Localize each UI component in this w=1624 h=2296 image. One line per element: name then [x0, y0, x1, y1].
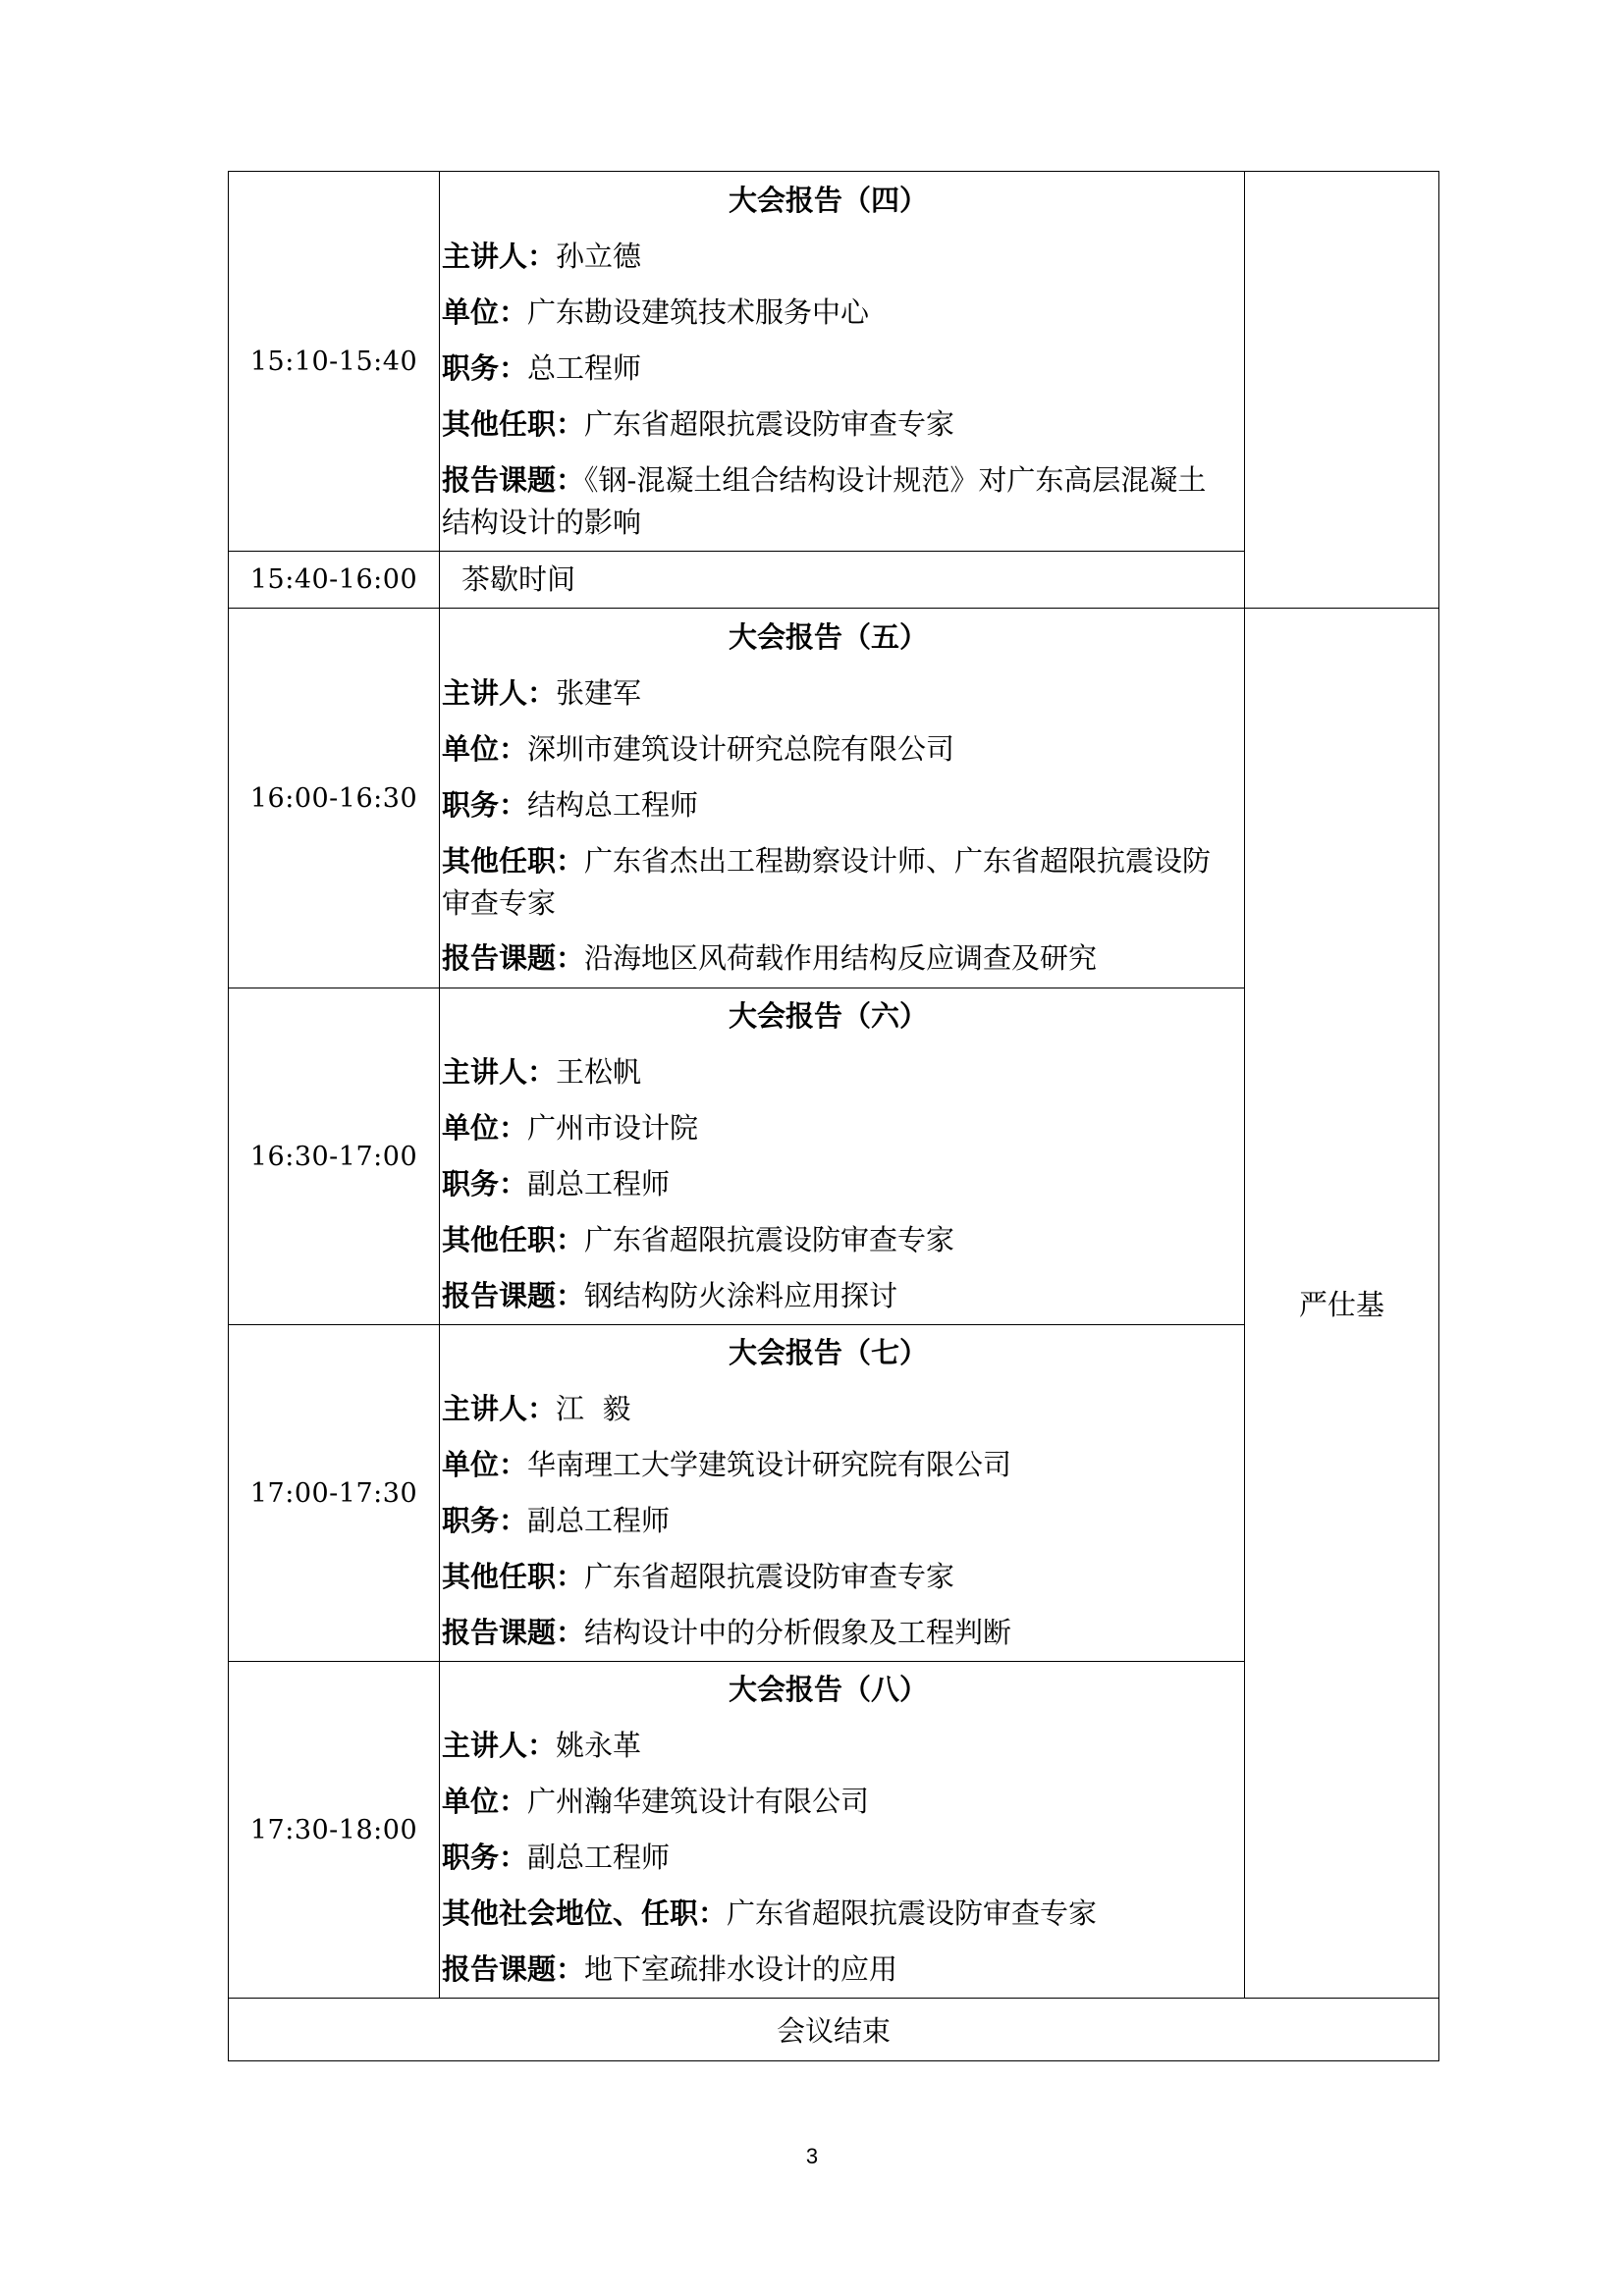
unit-line: 单位：广州市设计院 — [442, 1111, 699, 1145]
session-content — [440, 609, 1245, 988]
position-line: 职务：总工程师 — [442, 351, 642, 385]
speaker-name: 孙立德 — [556, 240, 642, 273]
other-value: 广东省超限抗震设防审查专家 — [584, 1560, 955, 1593]
other-value: 广东省杰出工程勘察设计师、广东省超限抗震设防审查专家 — [442, 844, 1212, 920]
table-row — [229, 172, 1439, 552]
position-line: 职务：副总工程师 — [442, 1504, 671, 1537]
speaker-line: 主讲人：张建军 — [442, 676, 642, 710]
other-line: 其他任职：广东省杰出工程勘察设计师、广东省超限抗震设防审查专家 — [442, 844, 1212, 920]
speaker-line: 主讲人：孙立德 — [442, 240, 642, 273]
break-time: 15:40-16:00 — [229, 552, 440, 609]
position-value: 总工程师 — [527, 351, 642, 385]
topic-value: 结构设计中的分析假象及工程判断 — [584, 1616, 1012, 1649]
schedule-table — [228, 171, 1439, 2061]
position-value: 副总工程师 — [527, 1504, 671, 1537]
session-time: 16:30-17:00 — [229, 988, 440, 1325]
speaker-name: 王松帆 — [556, 1055, 642, 1089]
session-content — [440, 1325, 1245, 1662]
unit-value: 华南理工大学建筑设计研究院有限公司 — [527, 1448, 1012, 1481]
position-line: 职务：结构总工程师 — [442, 788, 699, 822]
topic-line: 报告课题：地下室疏排水设计的应用 — [442, 1952, 898, 1986]
topic-line: 报告课题：钢结构防火涂料应用探讨 — [442, 1279, 898, 1312]
other-line: 其他任职：广东省超限抗震设防审查专家 — [442, 1560, 955, 1593]
topic-line: 报告课题：沿海地区风荷载作用结构反应调查及研究 — [442, 941, 1098, 975]
unit-line: 单位：深圳市建筑设计研究总院有限公司 — [442, 732, 955, 766]
speaker-name: 江 毅 — [556, 1392, 631, 1425]
session-time: 17:30-18:00 — [229, 1662, 440, 1999]
unit-value: 广东勘设建筑技术服务中心 — [527, 295, 870, 329]
unit-value: 广州瀚华建筑设计有限公司 — [527, 1785, 870, 1818]
page-number: 3 — [805, 2144, 819, 2168]
unit-line: 单位：广东勘设建筑技术服务中心 — [442, 295, 870, 329]
host-cell — [1245, 172, 1439, 609]
session-time: 15:10-15:40 — [229, 172, 440, 552]
speaker-name: 张建军 — [556, 676, 642, 710]
session-content — [440, 1662, 1245, 1999]
session-title: 大会报告（四） — [728, 184, 928, 217]
other-line: 其他任职：广东省超限抗震设防审查专家 — [442, 407, 955, 441]
host-cell: 严仕基 — [1245, 609, 1439, 1999]
table-row — [229, 609, 1439, 988]
topic-line: 报告课题：结构设计中的分析假象及工程判断 — [442, 1616, 1012, 1649]
position-value: 结构总工程师 — [527, 788, 699, 822]
speaker-line: 主讲人：王松帆 — [442, 1055, 642, 1089]
closing-row: 会议结束 — [229, 1999, 1439, 2061]
topic-value: 钢结构防火涂料应用探讨 — [584, 1279, 898, 1312]
topic-value: 地下室疏排水设计的应用 — [584, 1952, 898, 1986]
speaker-line: 主讲人：江 毅 — [442, 1392, 631, 1425]
other-line: 其他任职：广东省超限抗震设防审查专家 — [442, 1223, 955, 1256]
session-content — [440, 172, 1245, 552]
session-title: 大会报告（八） — [728, 1673, 928, 1706]
topic-value: 沿海地区风荷载作用结构反应调查及研究 — [584, 941, 1098, 975]
unit-line: 单位：华南理工大学建筑设计研究院有限公司 — [442, 1448, 1012, 1481]
speaker-name: 姚永革 — [556, 1729, 642, 1762]
other-value: 广东省超限抗震设防审查专家 — [727, 1896, 1098, 1930]
topic-line: 报告课题：《钢-混凝土组合结构设计规范》对广东高层混凝土结构设计的影响 — [442, 463, 1207, 539]
unit-value: 广州市设计院 — [527, 1111, 699, 1145]
session-time: 16:00-16:30 — [229, 609, 440, 988]
position-value: 副总工程师 — [527, 1841, 671, 1874]
session-title: 大会报告（五） — [728, 620, 928, 654]
session-title: 大会报告（六） — [728, 999, 928, 1033]
topic-value: 《钢-混凝土组合结构设计规范》对广东高层混凝土结构设计的影响 — [442, 463, 1207, 539]
unit-line: 单位：广州瀚华建筑设计有限公司 — [442, 1785, 870, 1818]
position-line: 职务：副总工程师 — [442, 1841, 671, 1874]
session-time: 17:00-17:30 — [229, 1325, 440, 1662]
session-content — [440, 988, 1245, 1325]
break-label: 茶歇时间 — [440, 552, 1245, 609]
unit-value: 深圳市建筑设计研究总院有限公司 — [527, 732, 955, 766]
other-line: 其他社会地位、任职：广东省超限抗震设防审查专家 — [442, 1896, 1098, 1930]
session-title: 大会报告（七） — [728, 1336, 928, 1369]
position-line: 职务：副总工程师 — [442, 1167, 671, 1201]
other-value: 广东省超限抗震设防审查专家 — [584, 407, 955, 441]
speaker-line: 主讲人：姚永革 — [442, 1729, 642, 1762]
other-value: 广东省超限抗震设防审查专家 — [584, 1223, 955, 1256]
table-row — [229, 1999, 1439, 2061]
position-value: 副总工程师 — [527, 1167, 671, 1201]
